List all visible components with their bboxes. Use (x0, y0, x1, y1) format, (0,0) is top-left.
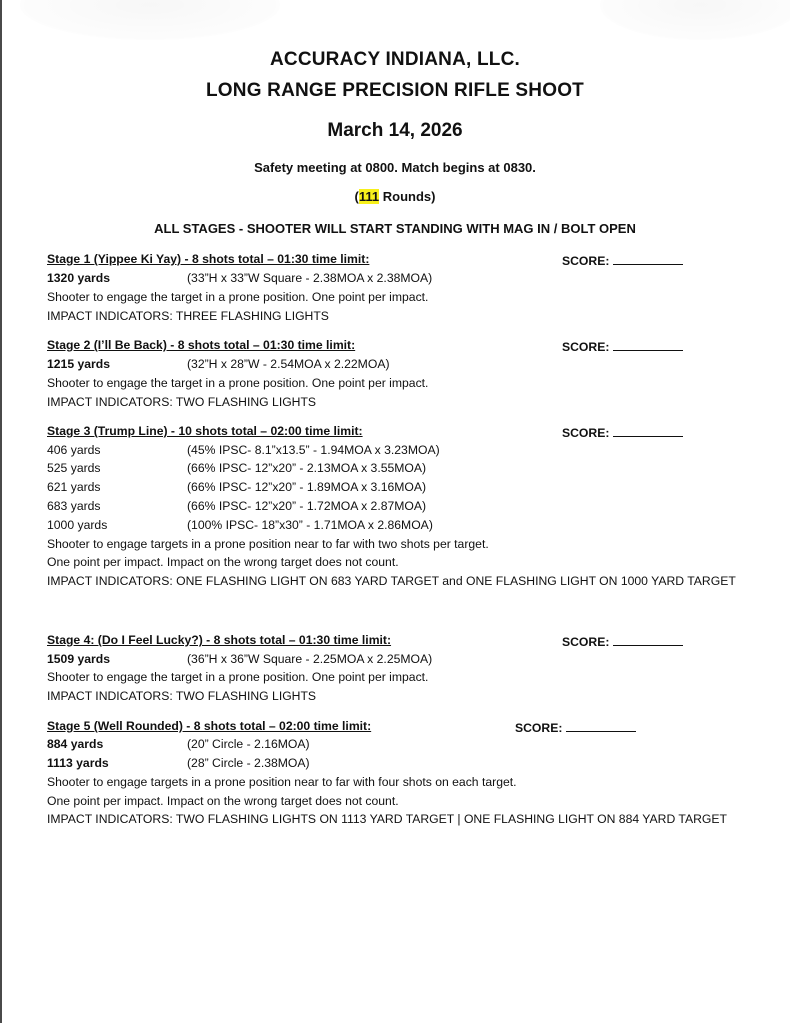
event-date: March 14, 2026 (327, 120, 463, 141)
stage-5-distance: 884 yards (47, 737, 104, 751)
stage-3-title: Stage 3 (Trump Line) - 10 shots total – 02:00 time limit: (47, 424, 363, 438)
stage-5-instruction: Shooter to engage targets in a prone position near to far with four shots on each target. (47, 775, 517, 789)
stage-3-distance: 525 yards (47, 461, 101, 475)
stage-3-target-spec: (100% IPSC- 18”x30” - 1.71MOA x 2.86MOA) (187, 518, 433, 532)
stage-3-distance: 1000 yards (47, 518, 108, 532)
stage-1-distance: 1320 yards (47, 271, 111, 285)
stage-4-title: Stage 4: (Do I Feel Lucky?) - 8 shots total – 01:30 time limit: (47, 633, 392, 647)
stage-5-score[interactable] (515, 719, 636, 736)
stage-3-target-spec: (66% IPSC- 12”x20” - 2.13MOA x 3.55MOA) (187, 461, 427, 475)
scan-shadow (20, 0, 280, 40)
stage-3-distance: 683 yards (47, 499, 101, 513)
stage-1-indicators: IMPACT INDICATORS: THREE FLASHING LIGHTS (47, 309, 329, 323)
stage-5-target-spec: (20” Circle - 2.16MOA) (187, 737, 310, 751)
scan-shadow (600, 0, 790, 40)
stage-5-distance: 1113 yards (47, 756, 109, 770)
event-title: LONG RANGE PRECISION RIFLE SHOOT (206, 80, 584, 101)
stage-3-distance: 406 yards (47, 443, 101, 457)
stage-4-target-spec: (36”H x 36”W Square - 2.25MOA x 2.25MOA) (187, 652, 433, 666)
stage-2-target-spec: (32”H x 28”W - 2.54MOA x 2.22MOA) (187, 357, 390, 371)
stage-3-score[interactable] (562, 424, 683, 441)
rounds-label: Rounds) (379, 189, 436, 204)
stage-5-target-spec: (28” Circle - 2.38MOA) (187, 756, 310, 770)
stage-1-instruction: Shooter to engage the target in a prone position. One point per impact. (47, 290, 429, 304)
stage-3-instruction: Shooter to engage targets in a prone position near to far with two shots per target. (47, 537, 489, 551)
score-blank-line[interactable] (613, 424, 683, 437)
score-label: SCORE: (562, 340, 610, 354)
stage-4-distance: 1509 yards (47, 652, 111, 666)
stage-2-title: Stage 2 (I’ll Be Back) - 8 shots total – 01:30 time limit: (47, 338, 356, 352)
stage-3-indicators: IMPACT INDICATORS: ONE FLASHING LIGHT ON 683 YARD TARGET and ONE FLASHING LIGHT ON 1000 YARD TARGET (47, 574, 736, 588)
score-label: SCORE: (562, 635, 610, 649)
stage-1-target-spec: (33”H x 33”W Square - 2.38MOA x 2.38MOA) (187, 271, 433, 285)
stage-4-instruction: Shooter to engage the target in a prone position. One point per impact. (47, 670, 429, 684)
score-blank-line[interactable] (613, 338, 683, 351)
score-label: SCORE: (562, 426, 610, 440)
stage-3-target-spec: (45% IPSC- 8.1”x13.5” - 1.94MOA x 3.23MOA) (187, 443, 440, 457)
round-count (0, 189, 790, 204)
score-label: SCORE: (562, 254, 610, 268)
all-stages-note: ALL STAGES - SHOOTER WILL START STANDING WITH MAG IN / BOLT OPEN (154, 221, 636, 236)
stage-3-target-spec: (66% IPSC- 12”x20” - 1.89MOA x 3.16MOA) (187, 480, 427, 494)
stage-2-instruction: Shooter to engage the target in a prone position. One point per impact. (47, 376, 429, 390)
stage-2-score[interactable] (562, 338, 683, 355)
stage-5-indicators: IMPACT INDICATORS: TWO FLASHING LIGHTS ON 1113 YARD TARGET | ONE FLASHING LIGHT ON 884 YARD TARGET (47, 812, 727, 826)
score-blank-line[interactable] (566, 719, 636, 732)
stage-4-score[interactable] (562, 633, 683, 650)
stage-1-score[interactable] (562, 252, 683, 269)
stage-2-distance: 1215 yards (47, 357, 111, 371)
rounds-open: ( (354, 189, 359, 204)
score-label: SCORE: (515, 721, 563, 735)
stage-3-distance: 621 yards (47, 480, 101, 494)
rounds-count-highlight: 111 (358, 189, 380, 204)
stage-2-indicators: IMPACT INDICATORS: TWO FLASHING LIGHTS (47, 395, 317, 409)
stage-4-indicators: IMPACT INDICATORS: TWO FLASHING LIGHTS (47, 689, 317, 703)
score-blank-line[interactable] (613, 633, 683, 646)
stage-3-target-spec: (66% IPSC- 12”x20” - 1.72MOA x 2.87MOA) (187, 499, 427, 513)
schedule-text: Safety meeting at 0800. Match begins at 0830. (254, 160, 536, 175)
stage-5-title: Stage 5 (Well Rounded) - 8 shots total – 02:00 time limit: (47, 719, 372, 733)
page-left-border (0, 0, 2, 1023)
company-title: ACCURACY INDIANA, LLC. (270, 49, 520, 70)
score-blank-line[interactable] (613, 252, 683, 265)
stage-3-instruction: One point per impact. Impact on the wrong target does not count. (47, 555, 399, 569)
stage-1-title: Stage 1 (Yippee Ki Yay) - 8 shots total – 01:30 time limit: (47, 252, 370, 266)
stage-5-instruction: One point per impact. Impact on the wrong target does not count. (47, 794, 399, 808)
